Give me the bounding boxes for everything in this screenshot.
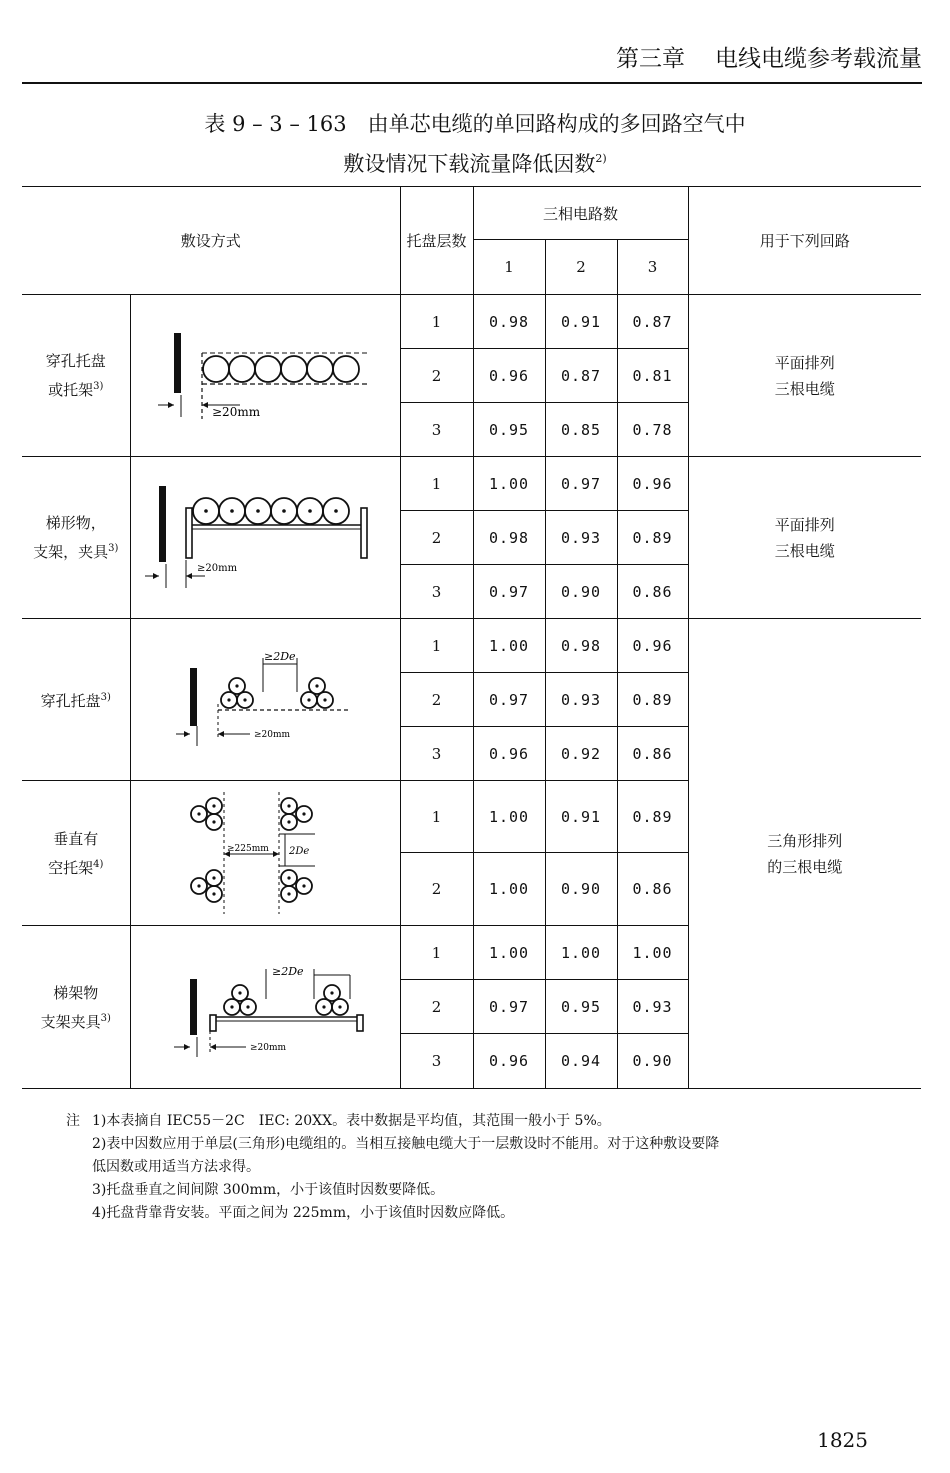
layer-cell: 2 <box>400 980 473 1034</box>
factor-cell: 0.87 <box>617 295 688 349</box>
trefoil-group-upper-left <box>191 798 222 830</box>
factor-cell: 0.97 <box>473 673 545 727</box>
factor-cell: 0.90 <box>617 1034 688 1089</box>
cable-row <box>203 356 359 382</box>
table-caption-line-2 <box>0 148 950 178</box>
factor-cell: 0.87 <box>545 349 617 403</box>
trefoil-group-right <box>316 985 348 1015</box>
ladder-rail-left <box>210 1015 216 1031</box>
factor-cell: 0.98 <box>473 295 545 349</box>
factor-cell: 0.91 <box>545 781 617 853</box>
factor-cell: 0.81 <box>617 349 688 403</box>
wall-plate <box>174 333 181 393</box>
factor-cell: 0.95 <box>545 980 617 1034</box>
method-label: 穿孔托盘 或托架$^{3)}$ <box>22 295 130 457</box>
factor-cell: 0.97 <box>473 980 545 1034</box>
factor-cell: 0.96 <box>473 349 545 403</box>
factor-cell: 0.89 <box>617 511 688 565</box>
factor-cell: 0.96 <box>617 457 688 511</box>
factor-cell: 0.96 <box>617 619 688 673</box>
clearance-label: ≥20mm <box>212 404 261 419</box>
trefoil-group-lower-left <box>191 870 222 902</box>
factor-cell: 0.93 <box>545 511 617 565</box>
wall-plate <box>190 668 197 726</box>
clearance-label: ≥20mm <box>254 729 291 740</box>
factor-cell: 1.00 <box>545 926 617 980</box>
note-item: 注 1)本表摘自 IEC55－2C IEC: 20XX。表中数据是平均值，其范围一般小于 5%。 <box>66 1110 926 1133</box>
applies-cell: 三角形排列 的三根电缆 <box>688 619 921 1089</box>
running-head <box>22 36 922 84</box>
diagram-perforated-flat <box>130 295 400 457</box>
layer-cell: 2 <box>400 511 473 565</box>
notes-marker: 注 <box>66 1113 80 1129</box>
layer-cell: 1 <box>400 781 473 853</box>
method-label: 穿孔托盘$^{3)}$ <box>22 619 130 781</box>
clearance-label: ≥225mm <box>227 844 269 854</box>
factor-cell: 0.95 <box>473 403 545 457</box>
cable-layout-diagram <box>150 640 380 760</box>
cable-layout-diagram <box>150 321 380 431</box>
note-item: 3)托盘垂直之间间隙 300mm，小于该值时因数要降低。 <box>92 1182 445 1198</box>
factor-cell: 0.86 <box>617 565 688 619</box>
factor-cell: 0.86 <box>617 727 688 781</box>
factor-cell: 0.98 <box>473 511 545 565</box>
factor-cell: 1.00 <box>473 853 545 926</box>
cable-row <box>193 498 349 524</box>
factor-cell: 1.00 <box>473 619 545 673</box>
factor-cell: 0.93 <box>617 980 688 1034</box>
wall-plate <box>190 979 197 1035</box>
ladder-rail-right <box>361 508 367 558</box>
page-number: 1825 <box>817 1428 868 1452</box>
spacing-label: 2De <box>289 846 310 857</box>
header-layers: 托盘层数 <box>400 187 473 295</box>
factor-cell: 0.90 <box>545 853 617 926</box>
factor-cell: 0.91 <box>545 295 617 349</box>
diagram-ladder-trefoil <box>130 926 400 1089</box>
factor-cell: 0.98 <box>545 619 617 673</box>
factor-cell: 0.94 <box>545 1034 617 1089</box>
layer-cell: 3 <box>400 565 473 619</box>
caption-footnote-ref: 2) <box>595 152 607 165</box>
derating-table <box>22 186 921 1089</box>
spacing-label: ≥2De <box>272 965 304 978</box>
header-method: 敷设方式 <box>22 187 400 295</box>
spacing-label: ≥2De <box>264 649 296 663</box>
factor-cell: 1.00 <box>473 457 545 511</box>
header-circuits: 三相电路数 <box>473 187 688 240</box>
layer-cell: 2 <box>400 349 473 403</box>
method-label: 梯形物， 支架，夹具$^{3)}$ <box>22 457 130 619</box>
factor-cell: 1.00 <box>473 926 545 980</box>
trefoil-group-lower-right <box>281 870 312 902</box>
factor-cell: 0.90 <box>545 565 617 619</box>
layer-cell: 1 <box>400 457 473 511</box>
layer-cell: 1 <box>400 619 473 673</box>
note-item: 低因数或用适当方法求得。 <box>92 1159 260 1175</box>
factor-cell: 0.96 <box>473 1034 545 1089</box>
factor-cell: 0.89 <box>617 673 688 727</box>
table-caption-line-1: 表 9 – 3 – 163 由单芯电缆的单回路构成的多回路空气中 <box>204 112 746 136</box>
layer-cell: 3 <box>400 727 473 781</box>
note-item: 2)表中因数应用于单层(三角形)电缆组的。当相互接触电缆大于一层敷设时不能用。对于这种敷设要降 <box>92 1136 720 1152</box>
layer-cell: 2 <box>400 673 473 727</box>
factor-cell: 0.86 <box>617 853 688 926</box>
ladder-rail-right <box>357 1015 363 1031</box>
applies-cell: 平面排列 三根电缆 <box>688 295 921 457</box>
method-label: 梯架物 支架夹具$^{3)}$ <box>22 926 130 1089</box>
cable-layout-diagram <box>145 478 385 598</box>
table-notes <box>66 1110 926 1225</box>
chapter-number: 第三章 <box>616 46 685 72</box>
trefoil-group-right <box>301 678 333 708</box>
ladder-rail-left <box>186 508 192 558</box>
cable-layout-diagram <box>165 788 365 918</box>
layer-cell: 3 <box>400 403 473 457</box>
factor-cell: 0.78 <box>617 403 688 457</box>
method-label: 垂直有 空托架$^{4)}$ <box>22 781 130 926</box>
wall-plate <box>159 486 166 562</box>
trefoil-group-left <box>221 678 253 708</box>
layer-cell: 3 <box>400 1034 473 1089</box>
clearance-label: ≥20mm <box>250 1043 287 1053</box>
factor-cell: 0.97 <box>473 565 545 619</box>
factor-cell: 0.89 <box>617 781 688 853</box>
cable-layout-diagram <box>150 947 380 1067</box>
factor-cell: 0.85 <box>545 403 617 457</box>
layer-cell: 2 <box>400 853 473 926</box>
factor-cell: 0.93 <box>545 673 617 727</box>
applies-cell: 平面排列 三根电缆 <box>688 457 921 619</box>
factor-cell: 1.00 <box>617 926 688 980</box>
header-applies: 用于下列回路 <box>688 187 921 295</box>
factor-cell: 0.92 <box>545 727 617 781</box>
layer-cell: 1 <box>400 926 473 980</box>
chapter-title: 电线电缆参考载流量 <box>715 46 922 72</box>
layer-cell: 1 <box>400 295 473 349</box>
trefoil-group-upper-right <box>281 798 312 830</box>
header-circuit-2: 2 <box>545 240 617 295</box>
caption-text: 敷设情况下载流量降低因数 <box>343 152 596 176</box>
note-item: 4)托盘背靠背安装。平面之间为 225mm，小于该值时因数应降低。 <box>92 1205 515 1221</box>
factor-cell: 0.96 <box>473 727 545 781</box>
clearance-label: ≥20mm <box>197 562 238 574</box>
diagram-ladder-flat <box>130 457 400 619</box>
diagram-vertical-trefoil <box>130 781 400 926</box>
trefoil-group-left <box>224 985 256 1015</box>
factor-cell: 1.00 <box>473 781 545 853</box>
header-circuit-3: 3 <box>617 240 688 295</box>
diagram-perforated-trefoil <box>130 619 400 781</box>
header-circuit-1: 1 <box>473 240 545 295</box>
factor-cell: 0.97 <box>545 457 617 511</box>
